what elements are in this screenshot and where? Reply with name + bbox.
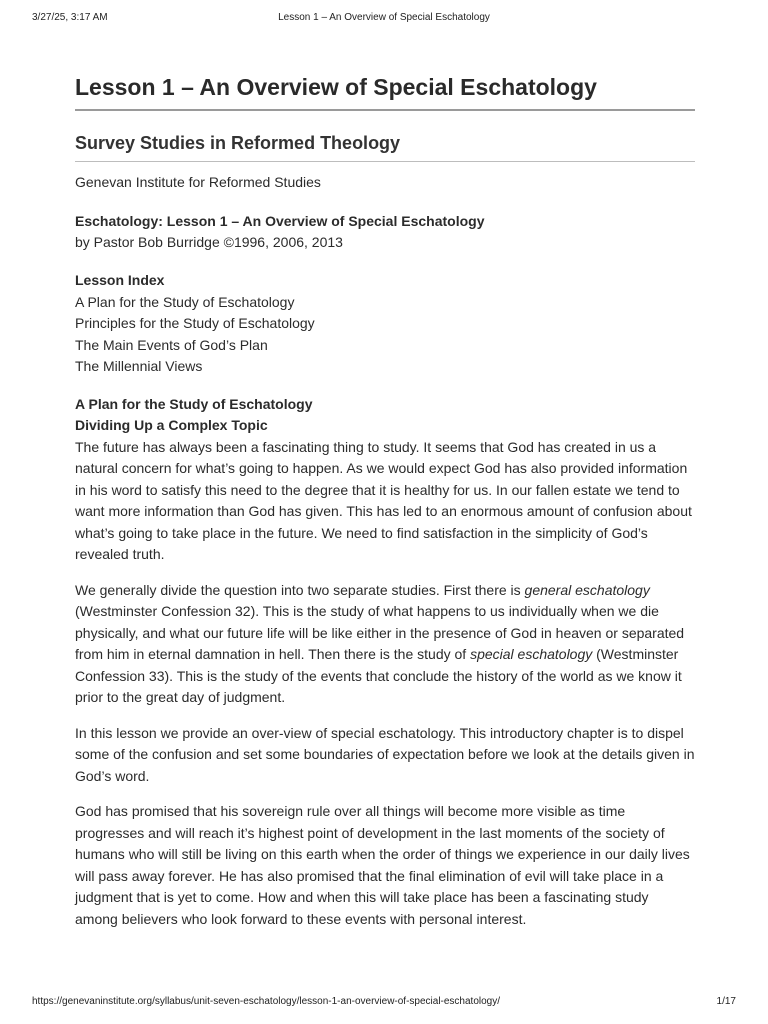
section-heading: A Plan for the Study of Eschatology (75, 395, 313, 412)
author-byline: by Pastor Bob Burridge ©1996, 2006, 2013 (75, 234, 343, 251)
print-page-title: Lesson 1 – An Overview of Special Eschatology (278, 12, 490, 23)
paragraph-2-text-c: (Westminster Confession 33). This is the study of the events that conclude the history of the world as we know it prior to the great day of judgment. (75, 646, 682, 706)
article-content (75, 72, 695, 930)
lesson-heading: Eschatology: Lesson 1 – An Overview of Special Eschatology (75, 213, 485, 230)
page-number: 1/17 (716, 996, 736, 1007)
print-footer (32, 996, 736, 1012)
index-link-millennial-views[interactable]: The Millennial Views (75, 358, 203, 375)
paragraph-2 (75, 580, 695, 709)
print-header (32, 12, 736, 28)
term-special-eschatology: special eschatology (470, 646, 593, 663)
institute-name: Genevan Institute for Reformed Studies (75, 174, 321, 191)
term-general-eschatology: general eschatology (524, 581, 650, 598)
subsection-heading: Dividing Up a Complex Topic (75, 417, 268, 434)
series-subtitle: Survey Studies in Reformed Theology (75, 132, 695, 162)
page-title: Lesson 1 – An Overview of Special Eschatology (75, 72, 695, 111)
index-link-plan[interactable]: A Plan for the Study of Eschatology (75, 293, 295, 310)
paragraph-2-text-a: We generally divide the question into two separate studies. First there is (75, 581, 525, 598)
index-link-main-events[interactable]: The Main Events of God’s Plan (75, 336, 268, 353)
lesson-index-heading: Lesson Index (75, 272, 165, 289)
print-url: https://genevaninstitute.org/syllabus/unit-seven-eschatology/lesson-1-an-overview-of-special-eschatology/ (32, 996, 501, 1007)
paragraph-2-text-b: (Westminster Confession 32). This is the study of what happens to us individually when we die physically, and what our future life will be like either in the presence of God in heaven or separated from him in eternal damnation in hell. Then there is the study of (75, 603, 685, 663)
paragraph-3: In this lesson we provide an over-view of special eschatology. This introductory chapter is to dispel some of the confusion and set some boundaries of expectation before we look at the details given in God’s word. (75, 724, 695, 784)
paragraph-4: God has promised that his sovereign rule over all things will become more visible as time progresses and will reach it’s highest point of development in the last moments of the society of humans who will still be living on this earth when the order of things we experience in our daily lives will pass away forever. He has also promised that the final elimination of evil will take place in a judgment that is yet to come. How and when this will take place has been a fascinating study among believers who look forward to these events with personal interest. (75, 803, 690, 927)
print-datetime: 3/27/25, 3:17 AM (32, 12, 108, 23)
index-link-principles[interactable]: Principles for the Study of Eschatology (75, 315, 315, 332)
lesson-index-list (75, 292, 695, 378)
paragraph-1: The future has always been a fascinating thing to study. It seems that God has created in us a natural concern for what’s going to happen. As we would expect God has also provided information in his word to satisfy this need to the degree that it is healthy for us. In our fallen estate we tend to want more information than God has given. This has led to an enormous amount of confusion about what’s going to take place in the future. We need to find satisfaction in the simplicity of God’s revealed truth. (75, 438, 692, 563)
